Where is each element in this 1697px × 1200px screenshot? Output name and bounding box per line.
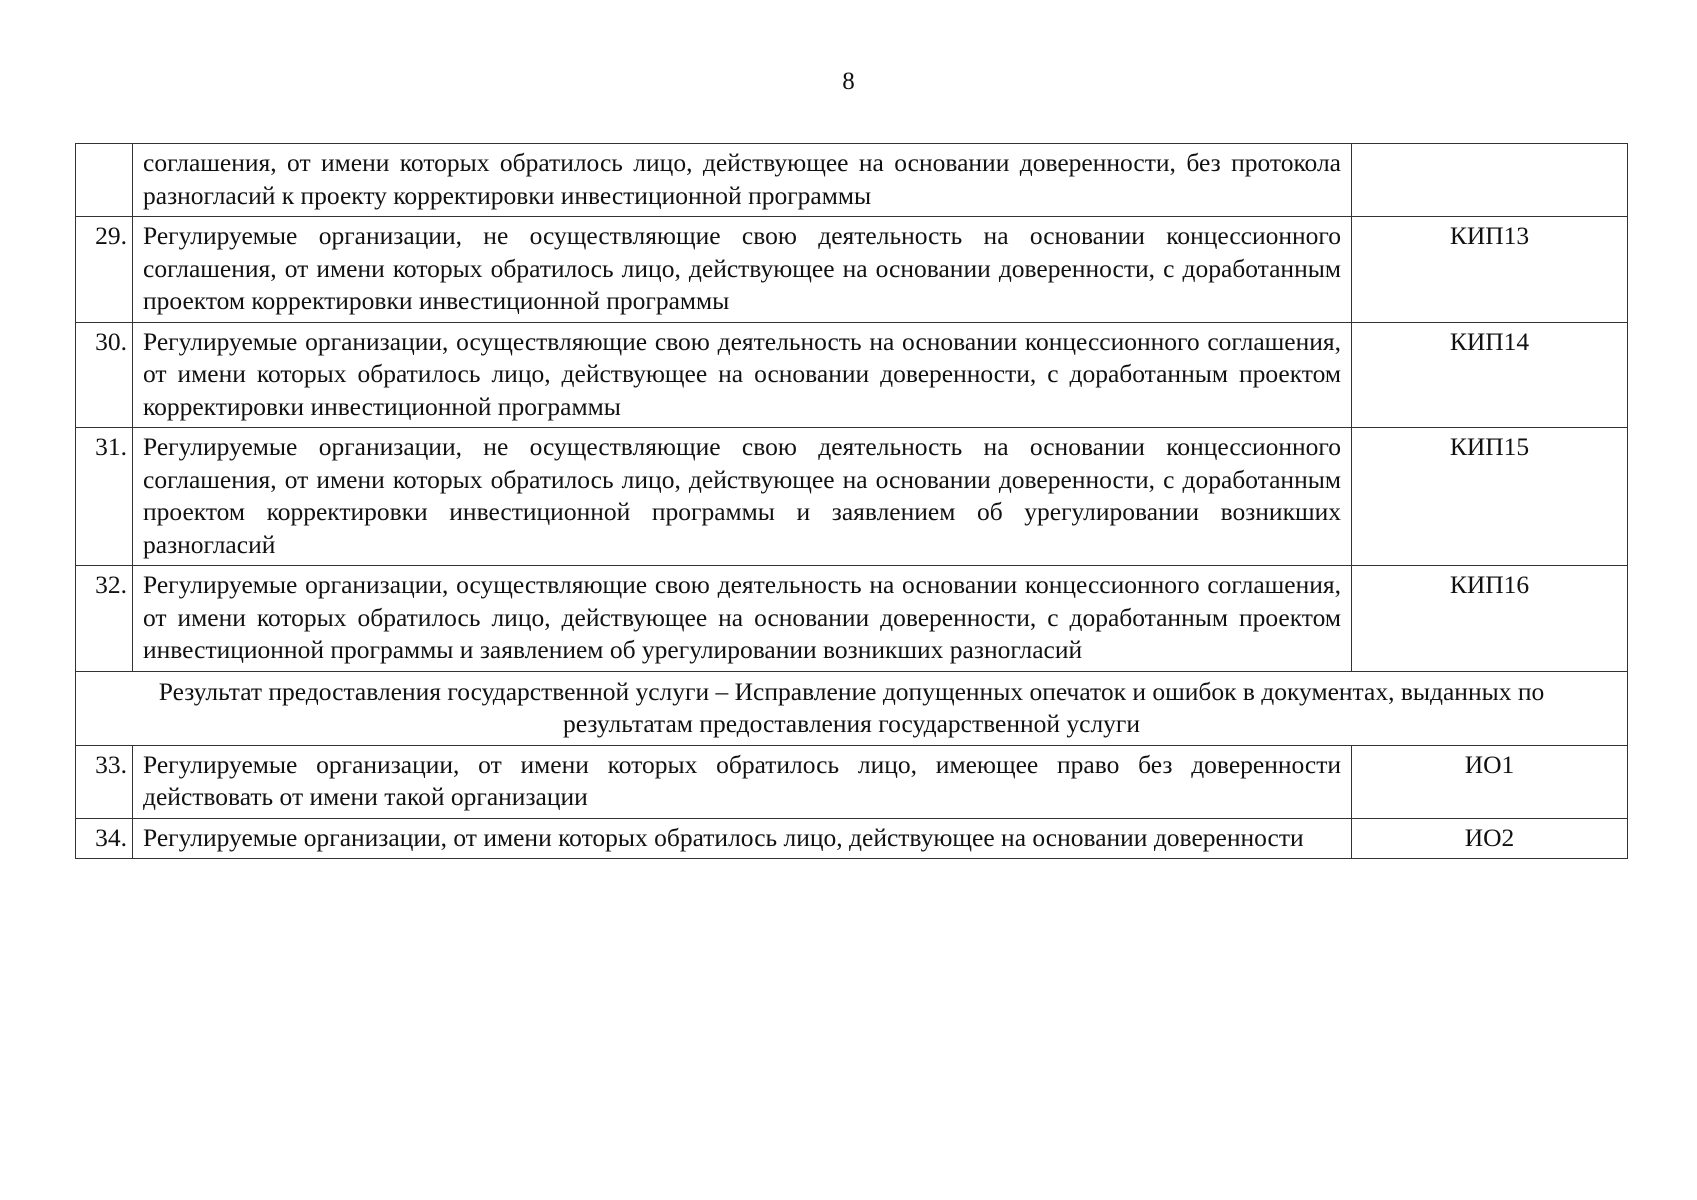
row-description: Регулируемые организации, от имени которых обратилось лицо, действующее на основании доверенности xyxy=(133,818,1352,859)
row-number: 31. xyxy=(76,428,133,566)
row-number: 34. xyxy=(76,818,133,859)
table-row xyxy=(76,745,1628,818)
row-code: КИП16 xyxy=(1352,566,1628,672)
table-row xyxy=(76,428,1628,566)
row-number: 32. xyxy=(76,566,133,672)
row-description: Регулируемые организации, не осуществляющие свою деятельность на основании концессионного соглашения, от имени которых обратилось лицо, действующее на основании доверенности, с доработанным проектом корректировки инвестиционной программы и заявлением об урегулировании возникших разногласий xyxy=(133,428,1352,566)
row-code: ИО2 xyxy=(1352,818,1628,859)
row-description: соглашения, от имени которых обратилось лицо, действующее на основании доверенности, без протокола разногласий к проекту корректировки инвестиционной программы xyxy=(133,144,1352,217)
table-row xyxy=(76,217,1628,323)
row-code: КИП15 xyxy=(1352,428,1628,566)
row-number: 33. xyxy=(76,745,133,818)
table-row xyxy=(76,566,1628,672)
document-table xyxy=(75,143,1628,859)
table-row xyxy=(76,144,1628,217)
row-number: 29. xyxy=(76,217,133,323)
page-number: 8 xyxy=(842,68,855,95)
row-number xyxy=(76,144,133,217)
section-header-row xyxy=(76,671,1628,745)
table-row xyxy=(76,322,1628,428)
row-code: КИП13 xyxy=(1352,217,1628,323)
row-description: Регулируемые организации, осуществляющие свою деятельность на основании концессионного соглашения, от имени которых обратилось лицо, действующее на основании доверенности, с доработанным проектом инвестиционной программы и заявлением об урегулировании возникших разногласий xyxy=(133,566,1352,672)
section-header: Результат предоставления государственной услуги – Исправление допущенных опечаток и ошибок в документах, выданных по результатам предоставления государственной услуги xyxy=(76,671,1628,745)
row-description: Регулируемые организации, осуществляющие свою деятельность на основании концессионного соглашения, от имени которых обратилось лицо, действующее на основании доверенности, с доработанным проектом корректировки инвестиционной программы xyxy=(133,322,1352,428)
row-description: Регулируемые организации, не осуществляющие свою деятельность на основании концессионного соглашения, от имени которых обратилось лицо, действующее на основании доверенности, с доработанным проектом корректировки инвестиционной программы xyxy=(133,217,1352,323)
row-code: КИП14 xyxy=(1352,322,1628,428)
table-row xyxy=(76,818,1628,859)
row-description: Регулируемые организации, от имени которых обратилось лицо, имеющее право без доверенности действовать от имени такой организации xyxy=(133,745,1352,818)
row-code: ИО1 xyxy=(1352,745,1628,818)
row-number: 30. xyxy=(76,322,133,428)
row-code xyxy=(1352,144,1628,217)
